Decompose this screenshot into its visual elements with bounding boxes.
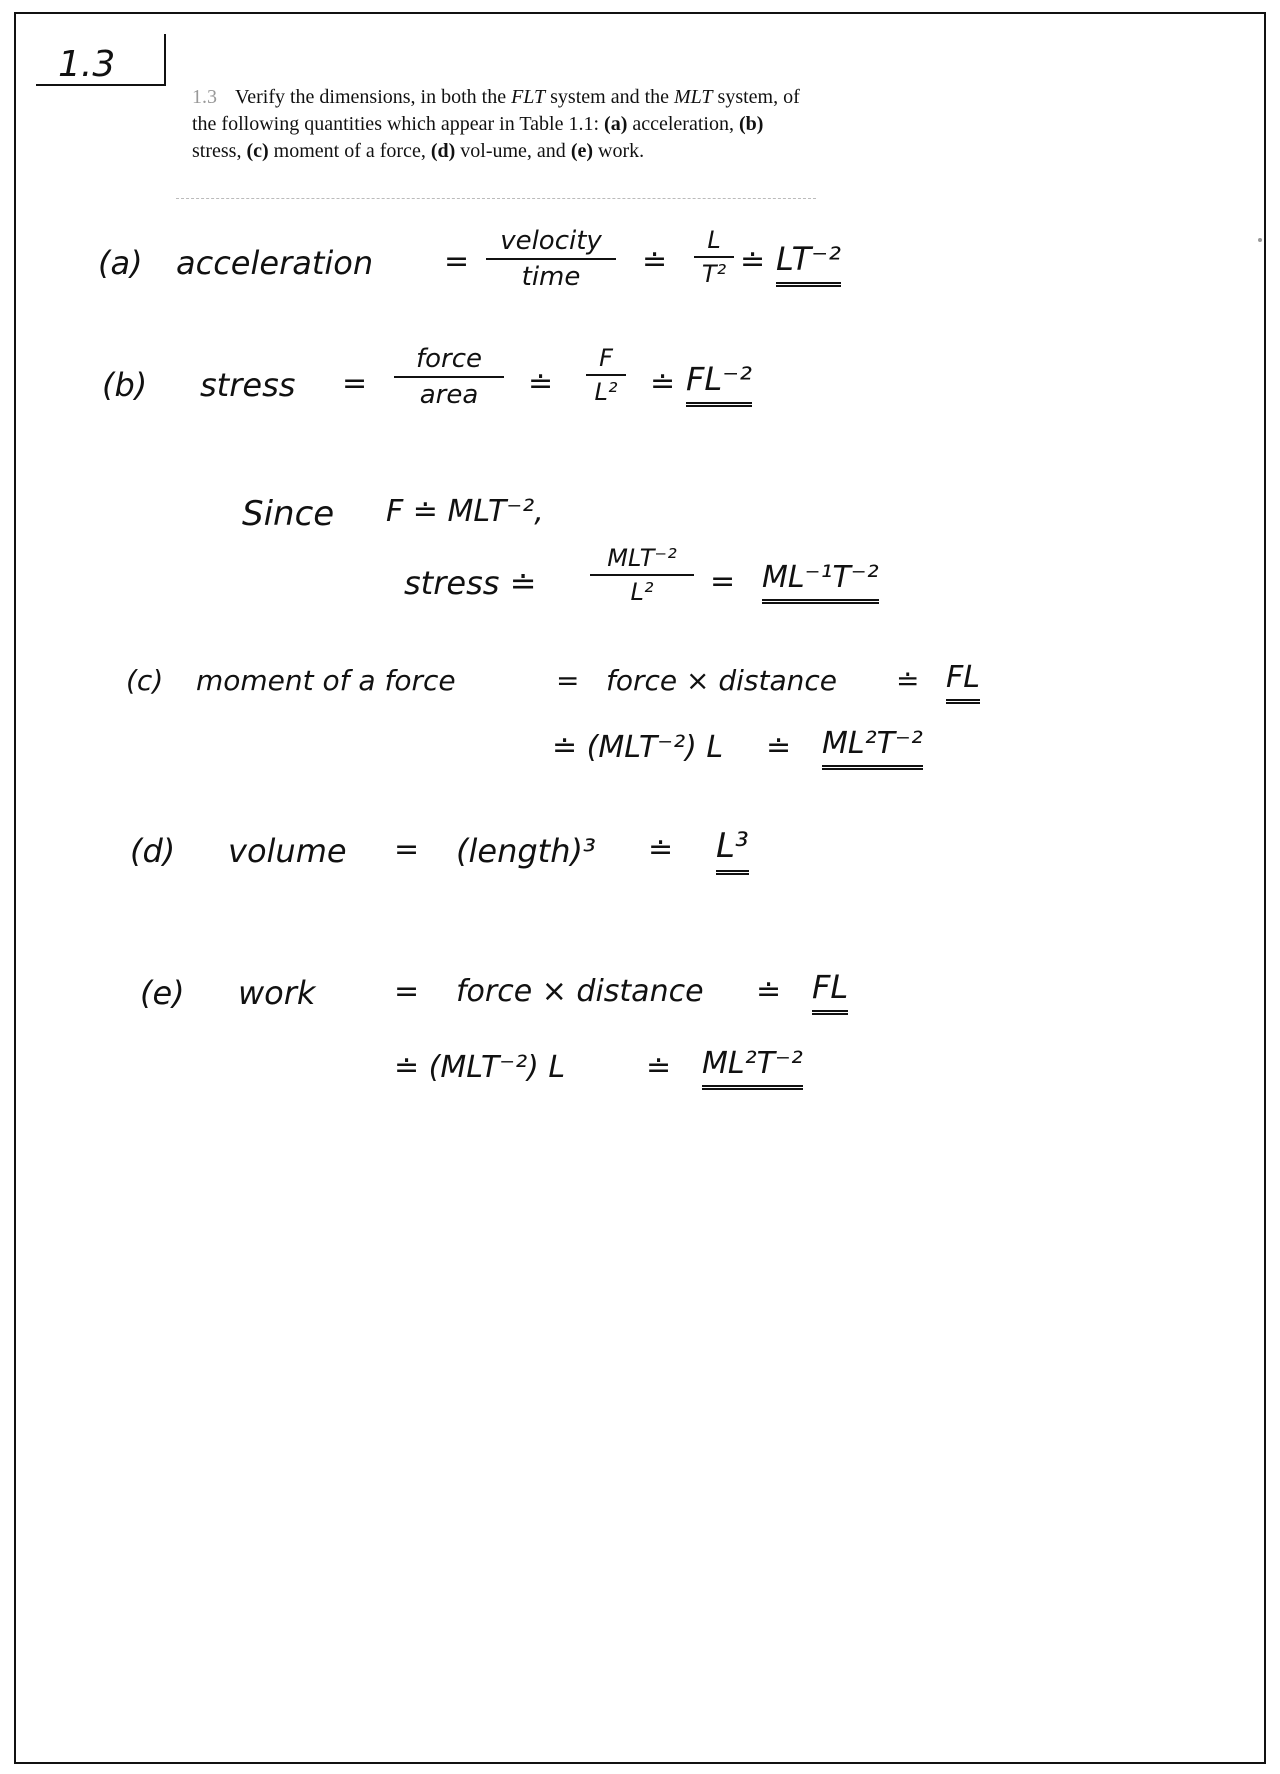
problem-segment: work. bbox=[593, 140, 645, 162]
part-d-expr: (length)³ bbox=[456, 832, 596, 870]
part-b-frac2-num: F bbox=[599, 344, 613, 372]
part-b-stress2: stress ≐ bbox=[404, 564, 537, 602]
problem-segment: stress, bbox=[192, 140, 247, 162]
part-a-frac-num: velocity bbox=[500, 226, 602, 256]
part-d-label: (d) bbox=[130, 832, 176, 870]
part-b-frac3-den: L² bbox=[630, 578, 654, 606]
part-e-answer2: ML²T⁻² bbox=[702, 1046, 803, 1090]
problem-statement bbox=[192, 84, 812, 165]
problem-segment: (d) bbox=[430, 140, 456, 162]
part-a-equals: = bbox=[444, 244, 470, 279]
part-b-frac-num: force bbox=[415, 344, 483, 374]
fraction-bar bbox=[694, 256, 734, 258]
problem-segment: vol-ume, and bbox=[455, 140, 571, 162]
part-b-frac-den: area bbox=[419, 380, 479, 410]
problem-segment: Verify the dimensions, in both the bbox=[235, 86, 512, 108]
part-b-sym2: ≐ bbox=[650, 366, 676, 401]
fraction-bar bbox=[394, 376, 504, 378]
part-b-answer: FL⁻² bbox=[686, 360, 752, 407]
part-d-equals: = bbox=[394, 832, 420, 867]
fraction-bar bbox=[486, 258, 616, 260]
problem-segment: acceleration, bbox=[627, 113, 739, 135]
part-b-since-eq: F ≐ MLT⁻², bbox=[386, 494, 544, 529]
worksheet-page bbox=[14, 12, 1266, 1764]
scan-speck bbox=[1258, 238, 1262, 242]
part-a-answer: LT⁻² bbox=[776, 240, 841, 287]
part-d-sym: ≐ bbox=[648, 832, 674, 867]
part-d-answer: L³ bbox=[716, 826, 749, 875]
problem-segment: moment of a force, bbox=[268, 140, 431, 162]
part-a-sym: ≐ bbox=[642, 244, 668, 279]
problem-segment: FLT bbox=[511, 86, 546, 108]
part-e-name: work bbox=[238, 974, 316, 1012]
part-b-sym: ≐ bbox=[528, 366, 554, 401]
part-b-name: stress bbox=[200, 366, 296, 404]
part-b-equals: = bbox=[342, 366, 368, 401]
part-a-sym2: ≐ bbox=[740, 244, 766, 279]
part-e-answer: FL bbox=[812, 968, 848, 1015]
problem-segment: (b) bbox=[738, 113, 764, 135]
part-b-fraction2 bbox=[586, 344, 626, 406]
fraction-bar bbox=[586, 374, 626, 376]
part-c-expr: force × distance bbox=[606, 664, 838, 697]
part-c-answer2: ML²T⁻² bbox=[822, 726, 923, 770]
problem-divider bbox=[176, 198, 816, 199]
part-e-equals: = bbox=[394, 974, 420, 1009]
part-c-answer: FL bbox=[946, 660, 980, 704]
part-b-label: (b) bbox=[102, 366, 148, 404]
problem-number: 1.3 bbox=[58, 44, 116, 85]
problem-segment: MLT bbox=[674, 86, 713, 108]
part-e-line2: ≐ (MLT⁻²) L bbox=[394, 1050, 566, 1085]
part-d-name: volume bbox=[228, 832, 347, 870]
problem-segment: (c) bbox=[246, 140, 269, 162]
problem-number-box bbox=[36, 34, 166, 86]
part-a-frac2-den: T² bbox=[701, 260, 727, 288]
fraction-bar bbox=[590, 574, 694, 576]
part-e-expr: force × distance bbox=[456, 974, 704, 1009]
part-b-fraction bbox=[394, 344, 504, 410]
part-c-line2: ≐ (MLT⁻²) L bbox=[552, 730, 724, 765]
part-b-eq2: = bbox=[710, 564, 736, 599]
part-c-equals: = bbox=[556, 664, 580, 697]
part-e-sym: ≐ bbox=[756, 974, 782, 1009]
part-e-label: (e) bbox=[140, 974, 185, 1012]
problem-segment: system, of the following quantities which appear in Table 1.1: bbox=[192, 86, 800, 135]
part-c-name: moment of a force bbox=[196, 664, 456, 697]
part-e-sym2: ≐ bbox=[646, 1050, 672, 1085]
part-b-frac2-den: L² bbox=[594, 378, 618, 406]
part-a-name: acceleration bbox=[176, 244, 374, 282]
part-b-frac3-num: MLT⁻² bbox=[607, 544, 677, 572]
problem-segment: (a) bbox=[604, 113, 628, 135]
problem-text bbox=[192, 86, 800, 162]
part-a-fraction bbox=[486, 226, 616, 292]
part-b-fraction3 bbox=[590, 544, 694, 606]
part-b-since: Since bbox=[242, 494, 335, 534]
part-a-label: (a) bbox=[98, 244, 143, 282]
part-b-answer2: ML⁻¹T⁻² bbox=[762, 560, 879, 604]
problem-label: 1.3 bbox=[192, 86, 217, 108]
part-a-fraction2 bbox=[694, 226, 734, 288]
part-a-frac2-num: L bbox=[707, 226, 721, 254]
problem-segment: system and the bbox=[545, 86, 675, 108]
part-c-sym: ≐ bbox=[896, 664, 920, 697]
problem-segment: (e) bbox=[570, 140, 594, 162]
part-c-sym2: ≐ bbox=[766, 730, 792, 765]
part-a-frac-den: time bbox=[521, 262, 581, 292]
part-c-label: (c) bbox=[126, 664, 164, 697]
